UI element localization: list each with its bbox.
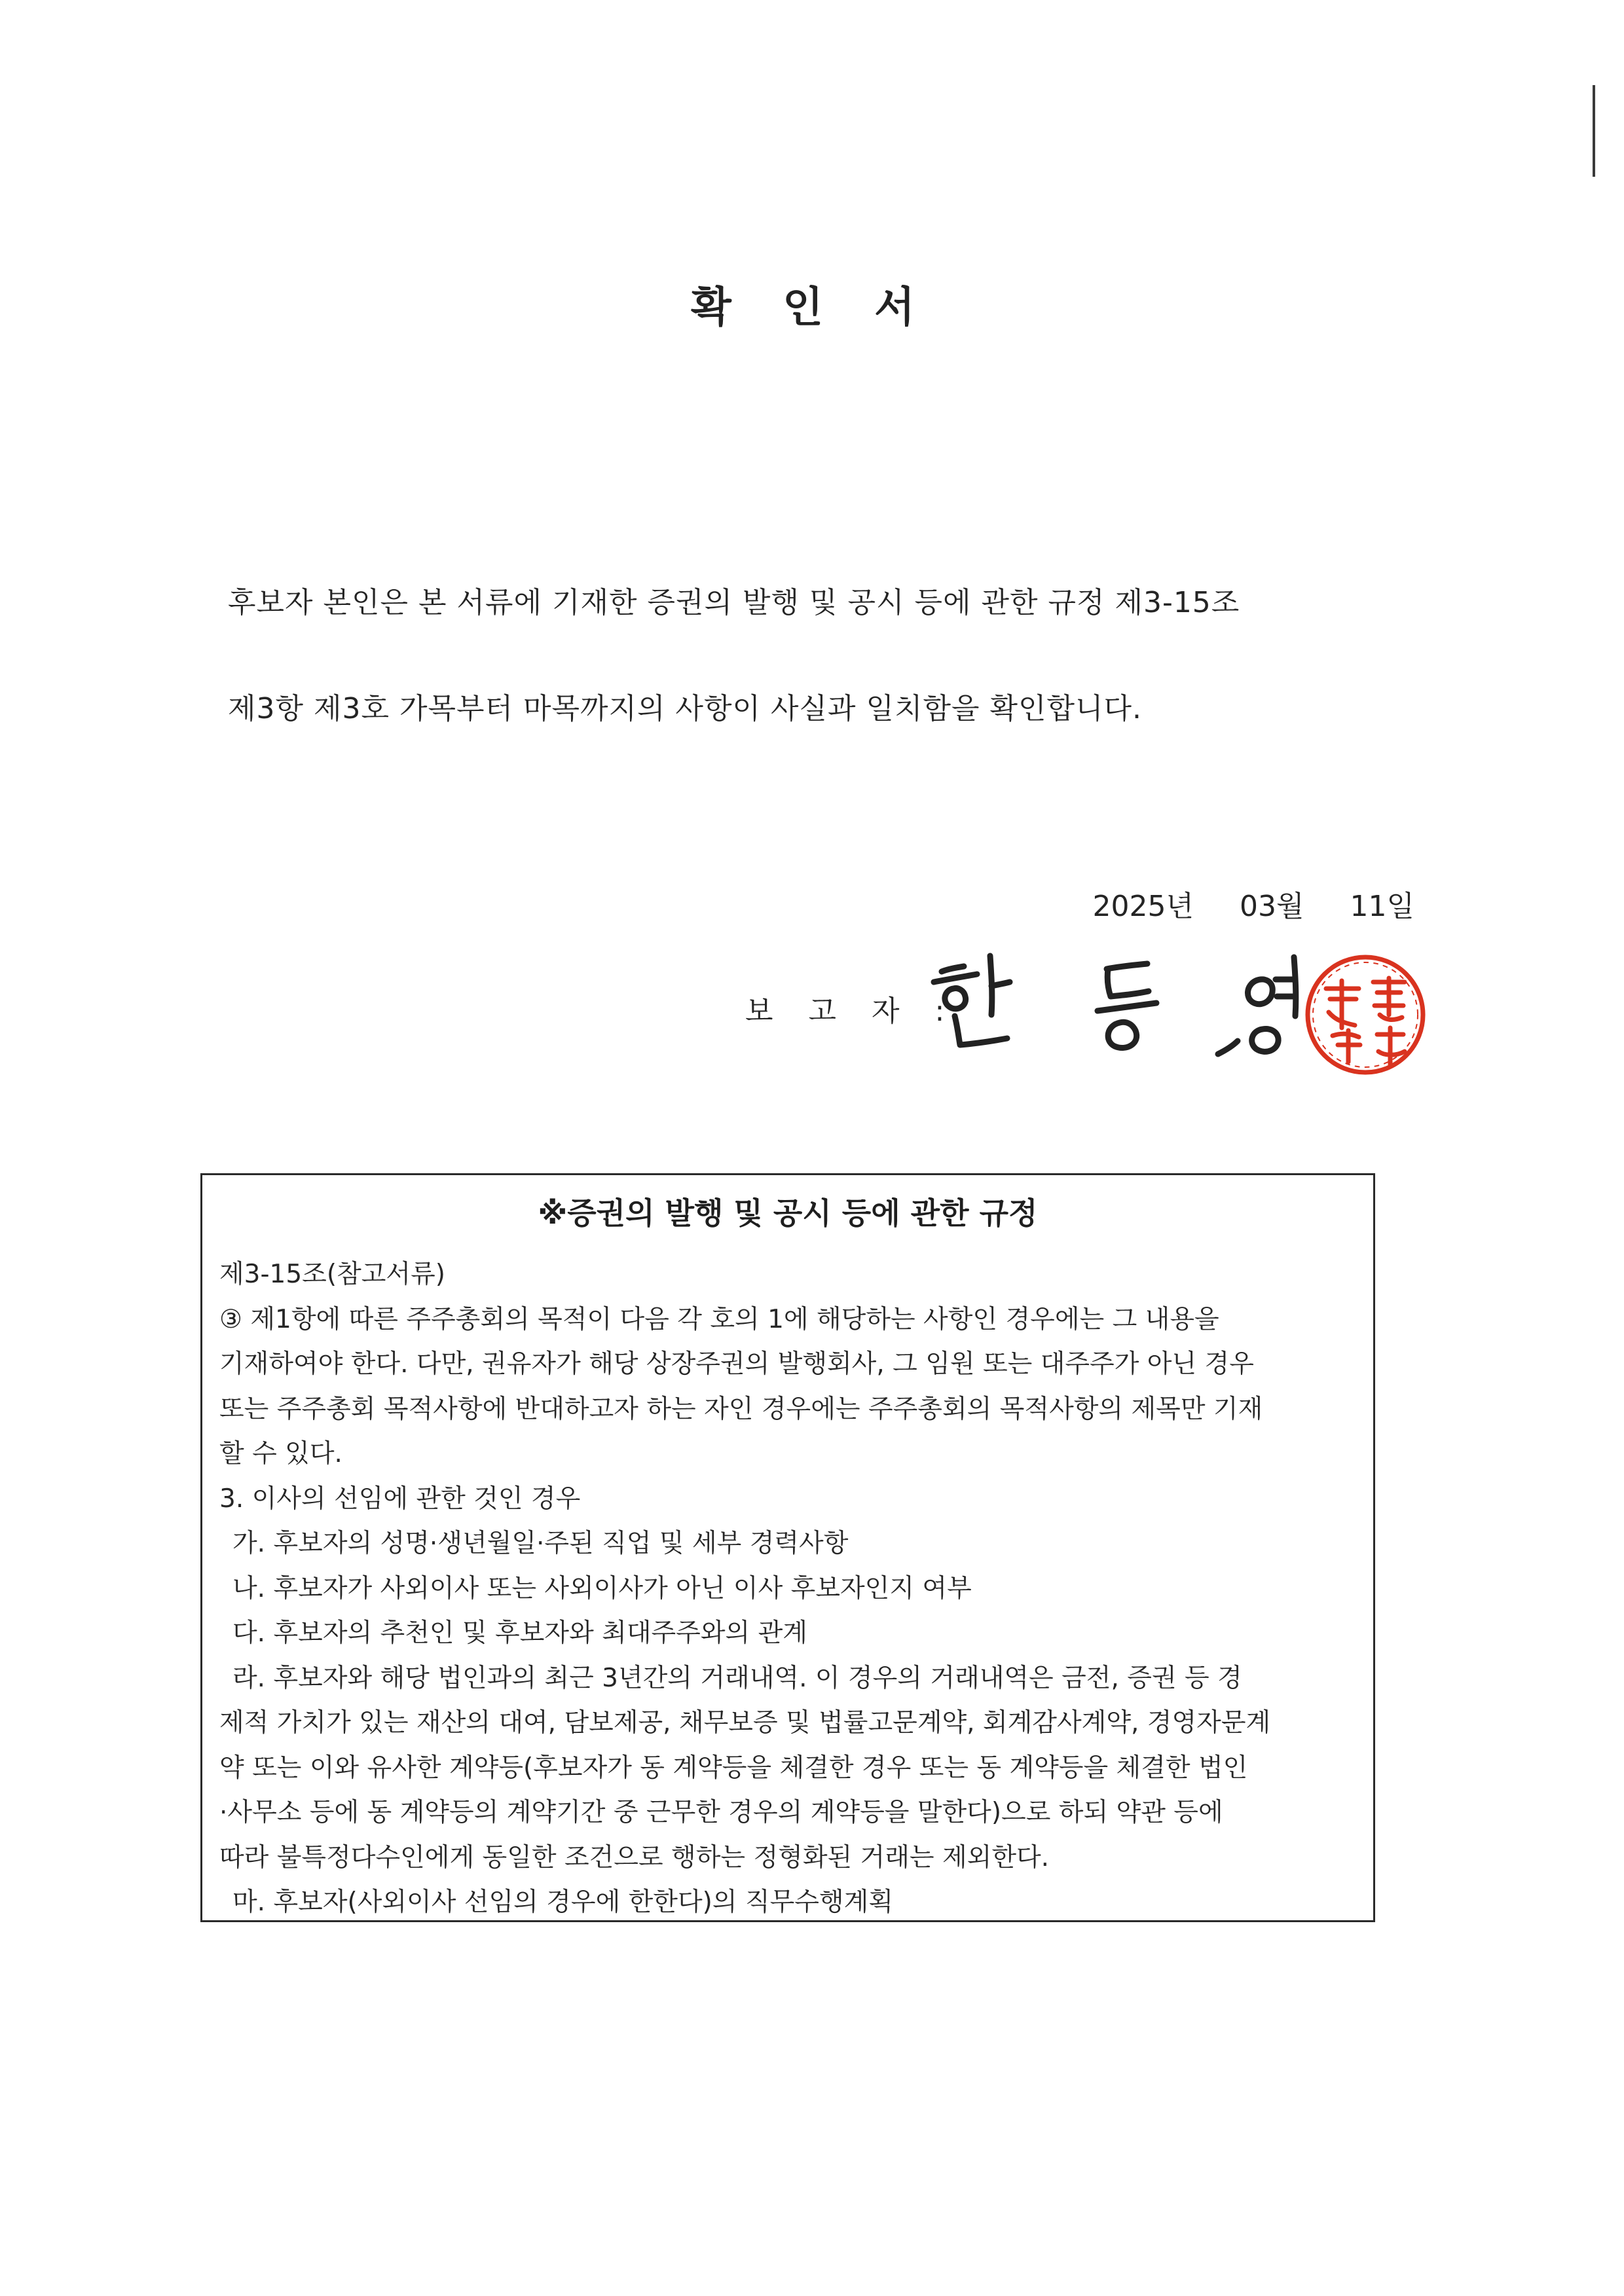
regulation-line: ·사무소 등에 동 계약등의 계약기간 중 근무한 경우의 계약등을 말한다)으로 하되 약관 등에 [219, 1798, 1223, 1827]
regulation-line: 또는 주주총회 목적사항에 반대하고자 하는 자인 경우에는 주주총회의 목적사항의 제목만 기재 [219, 1394, 1263, 1424]
date-day: 11일 [1350, 890, 1414, 923]
regulation-line: 약 또는 이와 유사한 계약등(후보자가 동 계약등을 체결한 경우 또는 동 계약등을 체결한 법인 [219, 1753, 1248, 1783]
regulation-item-ma: 마. 후보자(사외이사 선임의 경우에 한한다)의 직무수행계획 [232, 1887, 893, 1917]
date-year: 2025년 [1092, 890, 1194, 923]
regulation-reference-box [200, 1173, 1375, 1922]
statement-line-2: 제3항 제3호 가목부터 마목까지의 사항이 사실과 일치함을 확인합니다. [228, 692, 1142, 725]
regulation-line: 제3-15조(참고서류) [219, 1260, 445, 1289]
regulation-line: 제적 가치가 있는 재산의 대여, 담보제공, 채무보증 및 법률고문계약, 회계감사계약, 경영자문계 [219, 1708, 1271, 1738]
handwritten-signature [930, 943, 1336, 1061]
red-seal-stamp [1300, 949, 1431, 1080]
regulation-heading: ※증권의 발행 및 공시 등에 관한 규정 [538, 1195, 1038, 1231]
regulation-line: 3. 이사의 선임에 관한 것인 경우 [219, 1484, 581, 1514]
regulation-text [219, 1252, 1360, 1925]
regulation-line: 따라 불특정다수인에게 동일한 조건으로 행하는 정형화된 거래는 제외한다. [219, 1842, 1050, 1872]
date-row [1093, 883, 1414, 924]
regulation-item-ga: 가. 후보자의 성명·생년월일·주된 직업 및 세부 경력사항 [232, 1529, 849, 1558]
reporter-label: 보 고 자 : [745, 994, 958, 1028]
statement-line-1: 후보자 본인은 본 서류에 기재한 증권의 발행 및 공시 등에 관한 규정 제3-15조 [228, 586, 1240, 619]
regulation-item-na: 나. 후보자가 사외이사 또는 사외이사가 아닌 이사 후보자인지 여부 [232, 1573, 972, 1603]
regulation-item-ra: 라. 후보자와 해당 법인과의 최근 3년간의 거래내역. 이 경우의 거래내역은 금전, 증권 등 경 [232, 1663, 1242, 1693]
regulation-line: 기재하여야 한다. 다만, 권유자가 해당 상장주권의 발행회사, 그 임원 또는 대주주가 아닌 경우 [219, 1349, 1254, 1379]
regulation-item-da: 다. 후보자의 추천인 및 후보자와 최대주주와의 관계 [232, 1618, 807, 1648]
date-month: 03월 [1240, 890, 1304, 923]
scan-edge-mark [1593, 85, 1595, 177]
regulation-line: 할 수 있다. [219, 1439, 342, 1468]
regulation-line: ③ 제1항에 따른 주주총회의 목적이 다음 각 호의 1에 해당하는 사항인 경우에는 그 내용을 [219, 1304, 1219, 1334]
document-title: 확 인 서 [690, 283, 934, 332]
